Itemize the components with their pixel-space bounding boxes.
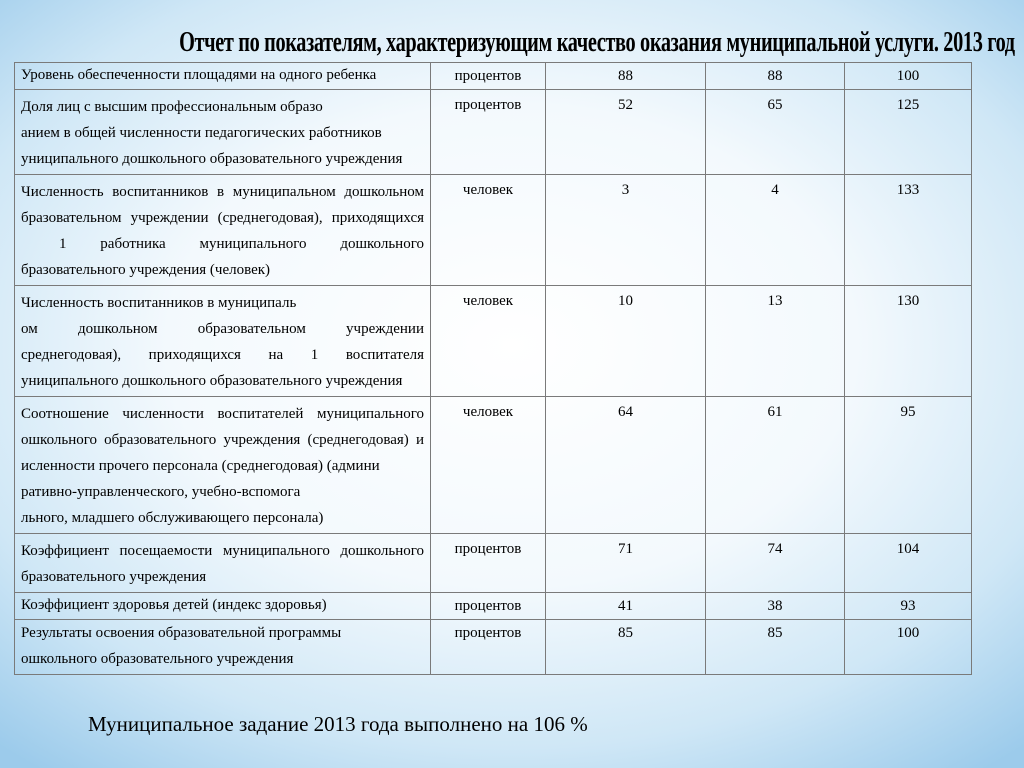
value-cell: 13 [706,286,845,397]
value-cell: 71 [546,534,706,593]
table-row [15,397,972,534]
slide-title [0,22,1024,62]
indicator-cell [15,90,431,175]
indicator-text: 1 работника муниципального дошкольного [59,236,424,252]
value-cell: 10 [546,286,706,397]
value-cell: 38 [706,593,845,620]
indicator-text: Коэффициент здоровья детей (индекс здоровья) [21,597,327,613]
indicator-text: Численность воспитанников в муниципальном дошкольном [21,184,424,200]
indicator-text: ошкольного образовательного учреждения (среднегодовая) и [21,432,424,448]
indicator-cell [15,175,431,286]
table-row [15,90,972,175]
value-cell: 88 [706,63,845,90]
unit-cell: процентов [431,63,546,90]
table-row [15,286,972,397]
table-row [15,175,972,286]
value-cell: 3 [546,175,706,286]
indicator-text: Уровень обеспеченности площадями на одного ребенка [21,67,377,83]
value-cell: 74 [706,534,845,593]
indicator-text: ом дошкольном образовательном учреждении [21,321,424,337]
table-row [15,63,972,90]
unit-cell: процентов [431,593,546,620]
indicator-text: льного, младшего обслуживающего персонала) [21,510,324,526]
value-cell: 93 [845,593,972,620]
value-cell: 95 [845,397,972,534]
value-cell: 41 [546,593,706,620]
table-row [15,593,972,620]
indicator-text: Результаты освоения образовательной программы [21,625,342,641]
unit-cell: человек [431,175,546,286]
table-row [15,620,972,675]
value-cell: 4 [706,175,845,286]
indicator-text: Численность воспитанников в муниципаль [21,295,297,311]
completion-note: Муниципальное задание 2013 года выполнено на 106 % [88,712,588,736]
indicator-text: ративно-управленческого, учебно-вспомога [21,484,301,500]
indicator-text: исленности прочего персонала (среднегодовая) (админи [21,458,380,474]
indicator-text: бразовательного учреждения (человек) [21,262,271,278]
value-cell: 104 [845,534,972,593]
indicator-text: анием в общей численности педагогических работников [21,125,382,141]
unit-cell: человек [431,286,546,397]
indicator-cell [15,534,431,593]
indicator-cell [15,286,431,397]
indicator-cell [15,593,431,620]
unit-cell: процентов [431,620,546,675]
value-cell: 88 [546,63,706,90]
slide-title-text: Отчет по показателям, характеризующим качество оказания муниципальной услуги. 2013 год [179,26,1015,58]
indicator-text: бразовательном учреждении (среднегодовая), приходящихся [21,210,424,226]
indicator-text: бразовательного учреждения [21,569,207,585]
table-row [15,534,972,593]
indicator-text: униципального дошкольного образовательного учреждения [21,151,403,167]
value-cell: 85 [706,620,845,675]
unit-cell: человек [431,397,546,534]
indicator-cell [15,620,431,675]
indicator-text: среднегодовая), приходящихся на 1 воспитателя [21,347,424,363]
unit-cell: процентов [431,534,546,593]
indicator-text: униципального дошкольного образовательного учреждения [21,373,403,389]
value-cell: 100 [845,620,972,675]
indicator-cell [15,63,431,90]
indicator-text: Коэффициент посещаемости муниципального дошкольного [21,543,424,559]
value-cell: 61 [706,397,845,534]
indicator-cell [15,397,431,534]
indicator-text: Соотношение численности воспитателей муниципального [21,406,424,422]
indicator-text: ошкольного образовательного учреждения [21,651,294,667]
value-cell: 100 [845,63,972,90]
value-cell: 133 [845,175,972,286]
indicators-table [14,62,972,675]
value-cell: 125 [845,90,972,175]
value-cell: 85 [546,620,706,675]
unit-cell: процентов [431,90,546,175]
value-cell: 65 [706,90,845,175]
value-cell: 64 [546,397,706,534]
value-cell: 52 [546,90,706,175]
value-cell: 130 [845,286,972,397]
indicator-text: Доля лиц с высшим профессиональным образо [21,99,323,115]
